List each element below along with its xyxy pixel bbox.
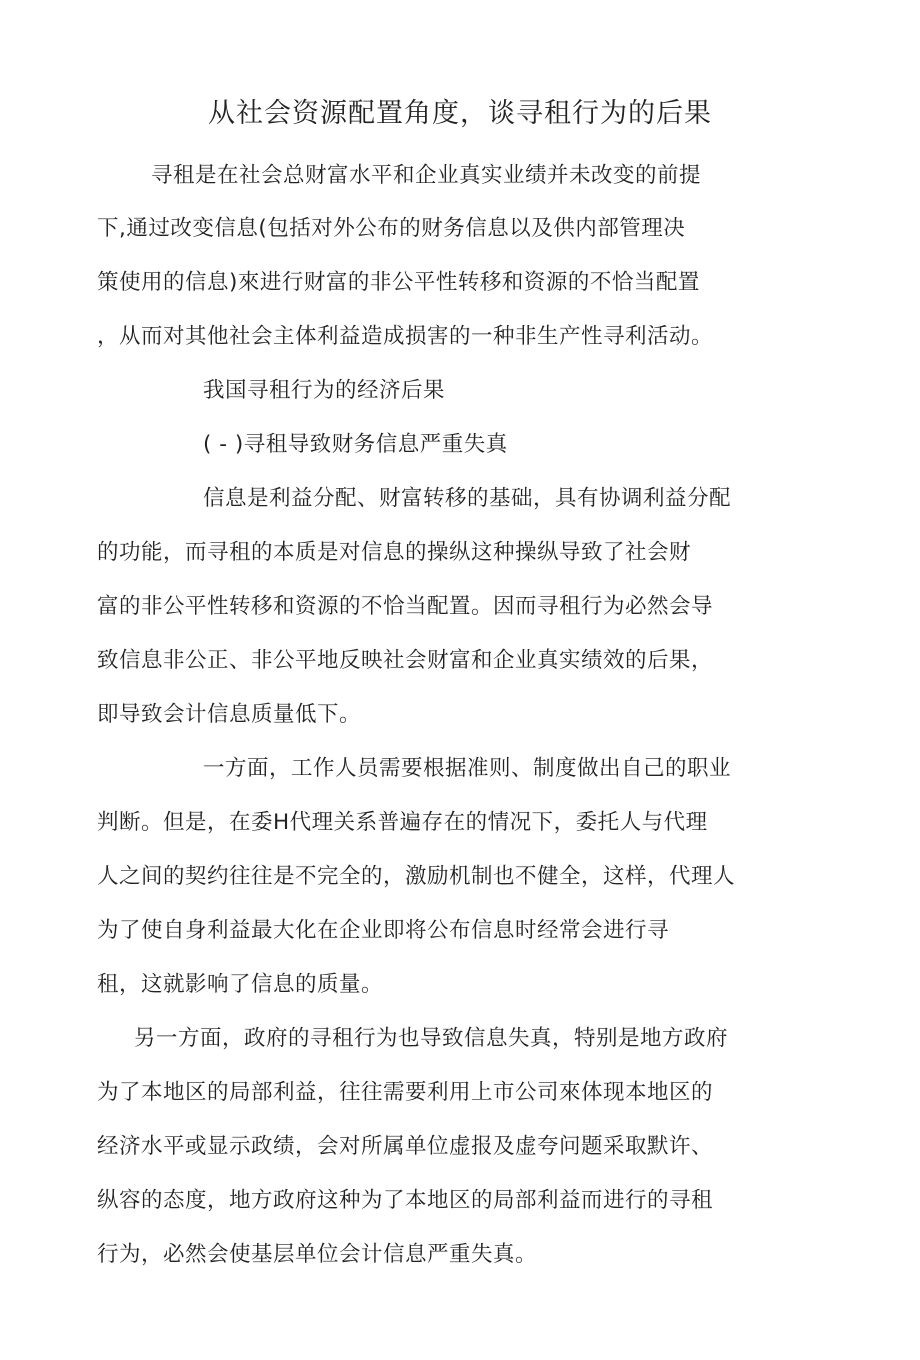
text-line: 信息是利益分配、财富转移的基础，具有协调利益分配 — [203, 486, 732, 511]
text-line: ，从而对其他社会主体利益造成损害的一种非生产性寻利活动。 — [97, 324, 714, 349]
text-line: 租，这就影响了信息的质量。 — [97, 972, 384, 997]
text-line: 下,通过改变信息(包括对外公布的财务信息以及供内部管理决 — [97, 216, 686, 241]
text-line: 一方面，工作人员需要根据准则、制度做出自己的职业 — [203, 756, 732, 781]
text-line: 为了使自身利益最大化在企业即将公布信息时经常会进行寻 — [97, 918, 670, 943]
document-title: 从社会资源配置角度，谈寻租行为的后果 — [208, 98, 712, 129]
text-line: 即导致会计信息质量低下。 — [97, 702, 362, 727]
text-line: 经济水平或显示政绩，会对所属单位虚报及虚夸问题采取默许、 — [97, 1134, 714, 1159]
text-line: 另一方面，政府的寻租行为也导致信息失真，特别是地方政府 — [134, 1026, 729, 1051]
text-line: 为了本地区的局部利益，往往需要利用上市公司來体现本地区的 — [97, 1080, 714, 1105]
subsection-heading: ( - )寻租导致财务信息严重失真 — [203, 432, 508, 457]
text-line: 纵容的态度，地方政府这种为了本地区的局部利益而进行的寻租 — [97, 1188, 714, 1213]
text-line: 致信息非公正、非公平地反映社会财富和企业真实绩效的后果， — [97, 648, 714, 673]
text-line: 策使用的信息)來进行财富的非公平性转移和资源的不恰当配置 — [97, 270, 700, 295]
section-heading: 我国寻租行为的经济后果 — [203, 378, 446, 403]
text-line: 行为，必然会使基层单位会计信息严重失真。 — [97, 1242, 538, 1267]
text-line: 判断。但是，在委H代理关系普遍存在的情况下，委托人与代理 — [97, 810, 708, 835]
text-line: 的功能，而寻租的本质是对信息的操纵这种操纵导致了社会财 — [97, 540, 692, 565]
text-line: 富的非公平性转移和资源的不恰当配置。因而寻租行为必然会导 — [97, 594, 714, 619]
text-line: 寻租是在社会总财富水平和企业真实业绩并未改变的前提 — [151, 163, 702, 188]
text-line: 人之间的契约往往是不完全的，激励机制也不健全，这样，代理人 — [97, 864, 736, 889]
